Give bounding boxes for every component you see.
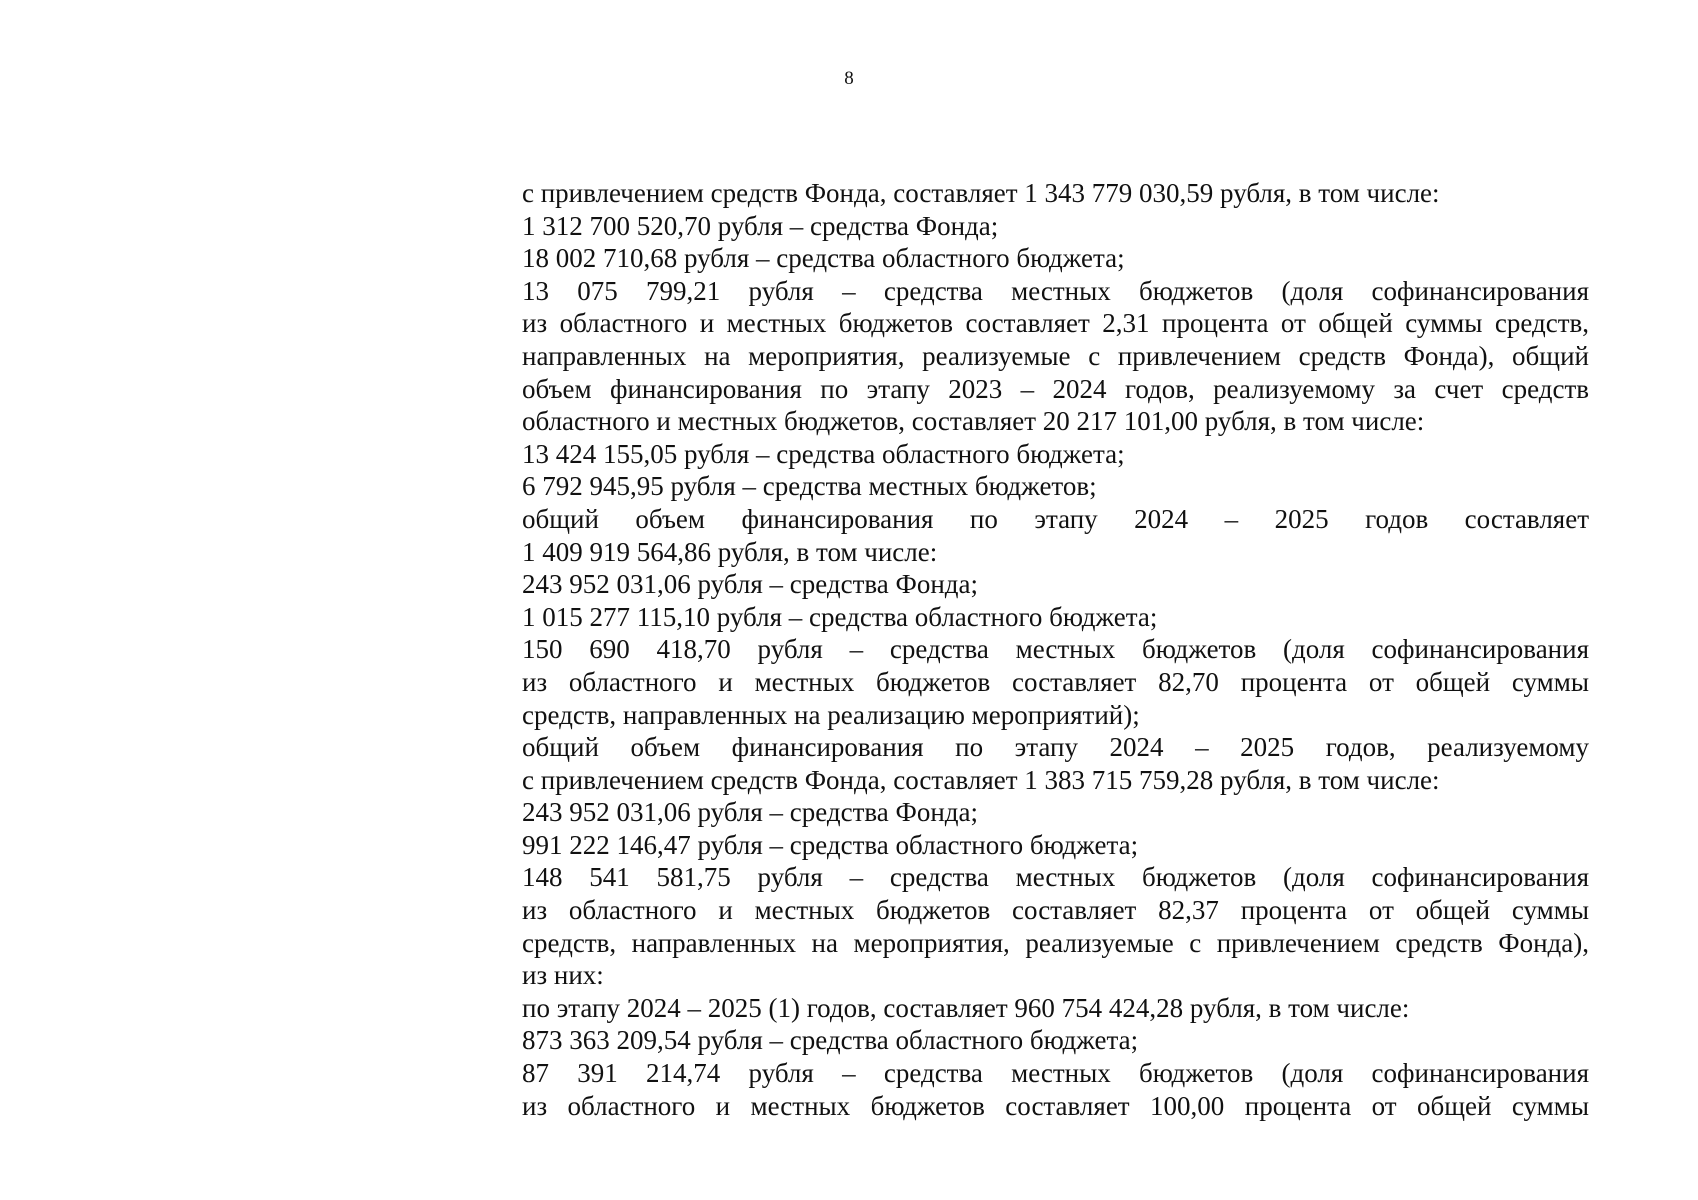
text-line: областного и местных бюджетов, составляет 20 217 101,00 рубля, в том числе: <box>522 406 1425 437</box>
text-line: 1 409 919 564,86 рубля, в том числе: <box>522 536 938 567</box>
text-line: общий объем финансирования по этапу 2024 – 2025 годов, реализуемому <box>522 732 1589 763</box>
text-line: по этапу 2024 – 2025 (1) годов, составляет 960 754 424,28 рубля, в том числе: <box>522 992 1410 1023</box>
text-line: 18 002 710,68 рубля – средства областного бюджета; <box>522 243 1125 274</box>
text-line: 87 391 214,74 рубля – средства местных бюджетов (доля софинансирования <box>522 1058 1589 1089</box>
text-line: объем финансирования по этапу 2023 – 2024 годов, реализуемому за счет средств <box>522 373 1589 404</box>
document-body <box>522 177 1589 1122</box>
text-line: 13 075 799,21 рубля – средства местных бюджетов (доля софинансирования <box>522 275 1589 306</box>
text-line: из областного и местных бюджетов составляет 2,31 процента от общей суммы средств, <box>522 308 1589 339</box>
text-line: 991 222 146,47 рубля – средства областного бюджета; <box>522 829 1139 860</box>
text-line: 243 952 031,06 рубля – средства Фонда; <box>522 797 979 828</box>
text-line: с привлечением средств Фонда, составляет 1 383 715 759,28 рубля, в том числе: <box>522 764 1440 795</box>
text-line: 150 690 418,70 рубля – средства местных бюджетов (доля софинансирования <box>522 634 1589 665</box>
text-line: средств, направленных на реализацию мероприятий); <box>522 699 1140 730</box>
text-line: из них: <box>522 960 604 991</box>
text-line: 1 312 700 520,70 рубля – средства Фонда; <box>522 210 999 241</box>
text-line: 148 541 581,75 рубля – средства местных бюджетов (доля софинансирования <box>522 862 1589 893</box>
text-line: из областного и местных бюджетов составляет 100,00 процента от общей суммы <box>522 1090 1589 1121</box>
text-line: 13 424 155,05 рубля – средства областного бюджета; <box>522 438 1125 469</box>
text-line: с привлечением средств Фонда, составляет 1 343 779 030,59 рубля, в том числе: <box>522 178 1440 208</box>
text-line: направленных на мероприятия, реализуемые с привлечением средств Фонда), общий <box>522 340 1589 371</box>
text-line: общий объем финансирования по этапу 2024 – 2025 годов составляет <box>522 503 1589 534</box>
text-line: из областного и местных бюджетов составляет 82,70 процента от общей суммы <box>522 666 1589 697</box>
text-line: средств, направленных на мероприятия, реализуемые с привлечением средств Фонда), <box>522 927 1589 958</box>
text-line: 873 363 209,54 рубля – средства областного бюджета; <box>522 1025 1139 1056</box>
page-number: 8 <box>844 68 854 89</box>
text-line: 1 015 277 115,10 рубля – средства областного бюджета; <box>522 601 1158 632</box>
text-line: 243 952 031,06 рубля – средства Фонда; <box>522 569 979 600</box>
text-line: 6 792 945,95 рубля – средства местных бюджетов; <box>522 471 1097 502</box>
text-line: из областного и местных бюджетов составляет 82,37 процента от общей суммы <box>522 895 1589 926</box>
